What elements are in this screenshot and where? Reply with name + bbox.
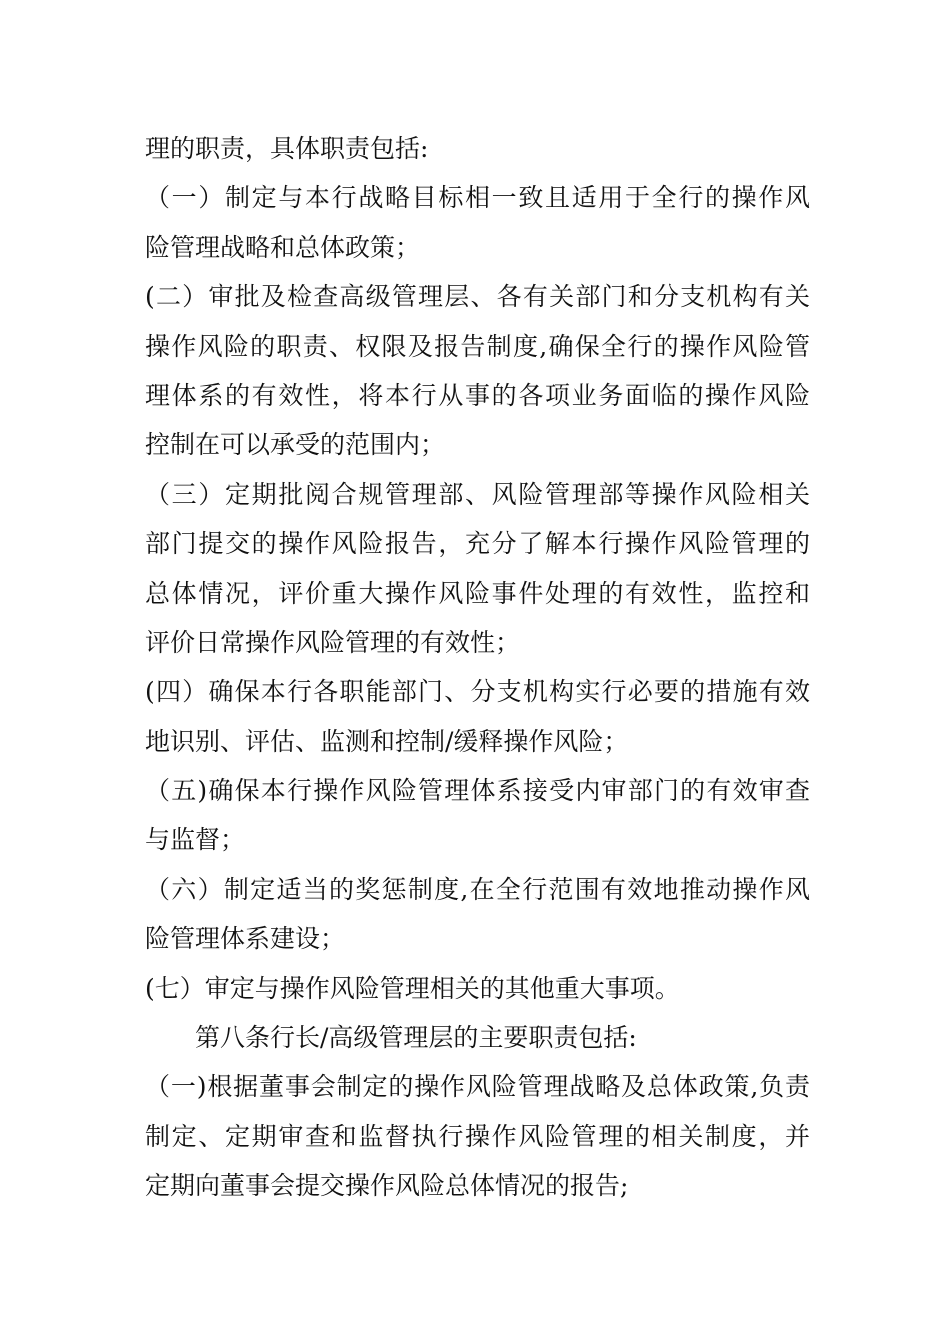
text-line: （一)根据董事会制定的操作风险管理战略及总体政策,负责 <box>145 1072 810 1102</box>
text-line: 与监督； <box>145 825 246 855</box>
text-line: 制定、定期审查和监督执行操作风险管理的相关制度，并 <box>145 1121 810 1151</box>
text-line: 理的职责，具体职责包括: <box>145 134 429 163</box>
article-heading-line: 第八条行长/高级管理层的主要职责包括: <box>195 1023 637 1053</box>
text-line: （三）定期批阅合规管理部、风险管理部等操作风险相关 <box>145 479 810 509</box>
text-line: (七）审定与操作风险管理相关的其他重大事项。 <box>145 973 680 1003</box>
text-line: 操作风险的职责、权限及报告制度,确保全行的操作风险管 <box>145 331 810 361</box>
document-body <box>145 124 810 1211</box>
text-line: 理体系的有效性，将本行从事的各项业务面临的操作风险 <box>145 380 810 410</box>
text-line: 险管理战略和总体政策； <box>145 232 421 262</box>
text-line: （一）制定与本行战略目标相一致且适用于全行的操作风 <box>145 183 810 213</box>
text-line: (四）确保本行各职能部门、分支机构实行必要的措施有效 <box>145 677 810 707</box>
text-line: （六）制定适当的奖惩制度,在全行范围有效地推动操作风 <box>145 874 810 904</box>
text-line: 部门提交的操作风险报告，充分了解本行操作风险管理的 <box>145 529 810 559</box>
text-line: 控制在可以承受的范围内； <box>145 430 446 460</box>
text-line: 总体情况，评价重大操作风险事件处理的有效性，监控和 <box>145 578 810 608</box>
text-line: 评价日常操作风险管理的有效性； <box>145 627 521 657</box>
text-line: 定期向董事会提交操作风险总体情况的报告; <box>145 1171 629 1201</box>
text-line: 地识别、评估、监测和控制/缓释操作风险； <box>145 726 629 756</box>
text-line: (二）审批及检查高级管理层、各有关部门和分支机构有关 <box>145 282 810 312</box>
text-line: 险管理体系建设； <box>145 924 346 954</box>
text-line: （五)确保本行操作风险管理体系接受内审部门的有效审查 <box>145 776 810 806</box>
